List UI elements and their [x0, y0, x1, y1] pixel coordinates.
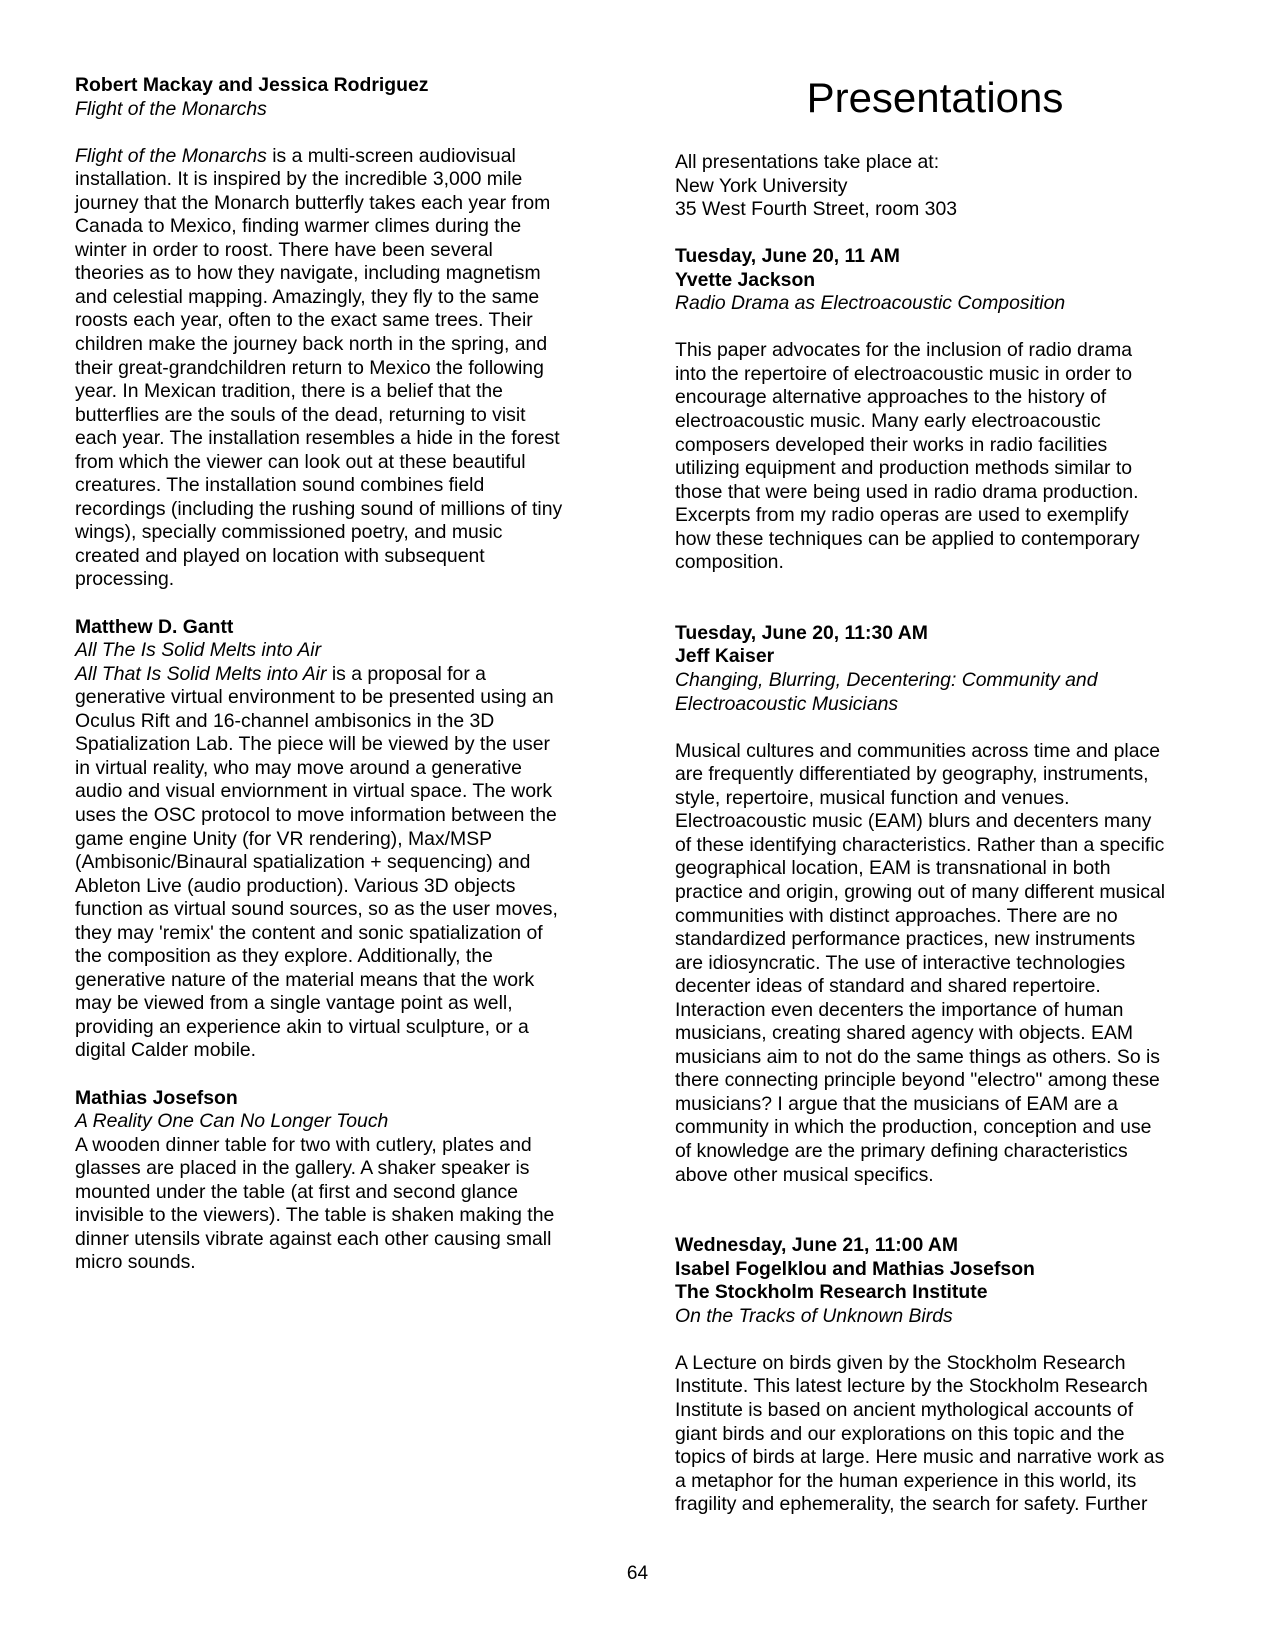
- venue-block: [675, 151, 1215, 222]
- entry-body-line: may be viewed from a single vantage point as well,: [75, 992, 513, 1015]
- session-author: Jeff Kaiser: [675, 645, 775, 668]
- session-body-line: community in which the production, conception and use: [675, 1116, 1152, 1139]
- entry-body-line: created and played on location with subsequent: [75, 544, 485, 567]
- entry-body-line: A wooden dinner table for two with cutlery, plates and: [75, 1133, 532, 1156]
- session-body-line: a metaphor for the human experience in this world, its: [675, 1469, 1137, 1492]
- entry-body-line: function as virtual sound sources, so as the user moves,: [75, 898, 558, 921]
- entry-body-line: their great-grandchildren return to Mexico the following: [75, 356, 544, 379]
- session-body-line: composition.: [675, 551, 784, 574]
- entry-body-line: Canada to Mexico, finding warmer climes during the: [75, 215, 522, 238]
- entry-body-line: game engine Unity (for VR rendering), Max/MSP: [75, 827, 493, 850]
- session-body-line: composers developed their works in radio facilities: [675, 433, 1108, 456]
- session-author: Yvette Jackson: [675, 268, 816, 291]
- inline-work-title: Flight of the Monarchs: [75, 144, 267, 167]
- inline-work-title: All That Is Solid Melts into Air: [75, 662, 327, 685]
- entry-body-line: theories as to how they navigate, including magnetism: [75, 262, 541, 285]
- session-institution: The Stockholm Research Institute: [675, 1281, 988, 1304]
- session-body-line: into the repertoire of electroacoustic music in order to: [675, 362, 1132, 385]
- entry-body-line: Spatialization Lab. The piece will be viewed by the user: [75, 733, 550, 756]
- session-title: Changing, Blurring, Decentering: Community and: [675, 669, 1098, 692]
- session-jackson: [675, 245, 1215, 575]
- session-body-line: musicians, creating shared agency with objects. EAM: [675, 1022, 1134, 1045]
- entry-body-line: Ableton Live (audio production). Various 3D objects: [75, 874, 516, 897]
- entry-body-line: providing an experience akin to virtual sculpture, or a: [75, 1015, 529, 1038]
- right-column: [675, 151, 1215, 1517]
- entry-body-line: wings), specially commissioned poetry, and music: [75, 521, 503, 544]
- entry-body-line: installation. It is inspired by the incredible 3,000 mile: [75, 168, 523, 191]
- entry-author: Matthew D. Gantt: [75, 615, 234, 638]
- entry-body-line: glasses are placed in the gallery. A shaker speaker is: [75, 1157, 530, 1180]
- session-body-line: decenter ideas of standard and shared repertoire.: [675, 975, 1101, 998]
- venue-line: All presentations take place at:: [675, 151, 940, 173]
- session-body-line: Electroacoustic music (EAM) blurs and decenters many: [675, 810, 1152, 833]
- session-body-line: of these identifying characteristics. Rather than a specific: [675, 833, 1165, 856]
- session-body-line: of knowledge are the primary defining characteristics: [675, 1139, 1128, 1162]
- entry-body-line: Flight of the Monarchs is a multi-screen audiovisual: [75, 144, 516, 167]
- session-body-line: are idiosyncratic. The use of interactive technologies: [675, 951, 1126, 974]
- venue-line: 35 West Fourth Street, room 303: [675, 198, 958, 221]
- entry-title: A Reality One Can No Longer Touch: [75, 1110, 389, 1133]
- entry-josefson: [75, 1087, 615, 1275]
- entry-body-line: children make the journey back north in the spring, and: [75, 333, 548, 356]
- entry-body-line: year. In Mexican tradition, there is a belief that the: [75, 380, 503, 403]
- entry-body-line: recordings (including the rushing sound of millions of tiny: [75, 497, 563, 520]
- venue-line: New York University: [675, 174, 848, 197]
- session-body-line: communities with distinct approaches. There are no: [675, 904, 1118, 927]
- entry-body-line: creatures. The installation sound combines field: [75, 474, 485, 497]
- left-column: [75, 74, 615, 1275]
- session-body-line: Musical cultures and communities across time and place: [675, 739, 1160, 762]
- entry-author: Mathias Josefson: [75, 1086, 238, 1109]
- session-title: Electroacoustic Musicians: [675, 692, 899, 715]
- session-body-line: above other musical specifics.: [675, 1163, 934, 1186]
- session-body-line: Interaction even decenters the importance of human: [675, 998, 1124, 1021]
- session-body-line: are frequently differentiated by geography, instruments,: [675, 763, 1149, 786]
- entry-body-line: (Ambisonic/Binaural spatialization + sequencing) and: [75, 851, 531, 874]
- entry-body-line: and celestial mapping. Amazingly, they fly to the same: [75, 285, 540, 308]
- entry-body-line: invisible to the viewers). The table is shaken making the: [75, 1204, 555, 1227]
- session-fogelklou-josefson: [675, 1234, 1215, 1517]
- session-body-line: standardized performance practices, new instruments: [675, 928, 1136, 951]
- session-body-line: Excerpts from my radio operas are used to exemplify: [675, 504, 1129, 527]
- session-time: Wednesday, June 21, 11:00 AM: [675, 1234, 959, 1257]
- entry-gantt: [75, 616, 615, 1063]
- entry-body-line: mounted under the table (at first and second glance: [75, 1180, 519, 1203]
- session-body-line: giant birds and our explorations on this topic and the: [675, 1422, 1125, 1445]
- entry-body-line: journey that the Monarch butterfly takes each year from: [75, 191, 551, 214]
- entry-body-line: each year. The installation resembles a hide in the forest: [75, 427, 560, 450]
- entry-body-line: roosts each year, often to the exact same trees. Their: [75, 309, 533, 332]
- entry-body-line: in virtual reality, who may move around a generative: [75, 756, 522, 779]
- entry-body-line: uses the OSC protocol to move information between the: [75, 803, 557, 826]
- session-time: Tuesday, June 20, 11:30 AM: [675, 621, 928, 644]
- entry-body-line: generative virtual environment to be presented using an: [75, 686, 554, 709]
- entry-authors: Robert Mackay and Jessica Rodriguez: [75, 74, 429, 96]
- entry-body-line: digital Calder mobile.: [75, 1039, 257, 1062]
- session-body-line: encourage alternative approaches to the history of: [675, 386, 1107, 409]
- entry-body-line: processing.: [75, 568, 175, 591]
- session-body-line: musicians aim to not do the same things as others. So is: [675, 1045, 1161, 1068]
- session-body-line: This paper advocates for the inclusion of radio drama: [675, 339, 1133, 362]
- session-body-line: topics of birds at large. Here music and narrative work as: [675, 1446, 1165, 1469]
- entry-body-line: micro sounds.: [75, 1251, 196, 1274]
- session-body-line: A Lecture on birds given by the Stockholm Research: [675, 1351, 1126, 1374]
- entry-body-line: generative nature of the material means that the work: [75, 968, 535, 991]
- entry-body-line: audio and visual enviornment in virtual space. The work: [75, 780, 553, 803]
- entry-body-line: dinner utensils vibrate against each other causing small: [75, 1227, 552, 1250]
- session-body-line: Institute. This latest lecture by the Stockholm Research: [675, 1375, 1148, 1398]
- entry-mackay-rodriguez: [75, 74, 615, 592]
- entry-title: Flight of the Monarchs: [75, 97, 267, 120]
- session-body-line: how these techniques can be applied to contemporary: [675, 527, 1140, 550]
- session-body-line: geographical location, EAM is transnational in both: [675, 857, 1111, 880]
- session-body-line: practice and origin, growing out of many different musical: [675, 880, 1166, 903]
- session-body-line: those that were being used in radio drama production.: [675, 480, 1139, 503]
- session-title: Radio Drama as Electroacoustic Composition: [675, 292, 1066, 315]
- session-body-line: there connecting principle beyond "electro" among these: [675, 1069, 1160, 1092]
- entry-title: All The Is Solid Melts into Air: [75, 639, 322, 662]
- session-body-line: utilizing equipment and production methods similar to: [675, 457, 1133, 480]
- session-title: On the Tracks of Unknown Birds: [675, 1304, 953, 1327]
- session-body-line: electroacoustic music. Many early electroacoustic: [675, 410, 1101, 433]
- entry-body-line: the composition as they explore. Additionally, the: [75, 945, 493, 968]
- session-body-line: style, repertoire, musical function and venues.: [675, 786, 1070, 809]
- session-time: Tuesday, June 20, 11 AM: [675, 245, 900, 268]
- session-body-line: musicians? I argue that the musicians of EAM are a: [675, 1092, 1118, 1115]
- session-kaiser: [675, 622, 1215, 1187]
- entry-body-line: they may 'remix' the content and sonic spatialization of: [75, 921, 543, 944]
- entry-body-line: Oculus Rift and 16-channel ambisonics in the 3D: [75, 709, 495, 732]
- session-body-line: Institute is based on ancient mythological accounts of: [675, 1398, 1134, 1421]
- entry-body-line: butterflies are the souls of the dead, returning to visit: [75, 403, 526, 426]
- entry-body-line: from which the viewer can look out at these beautiful: [75, 450, 526, 473]
- session-authors: Isabel Fogelklou and Mathias Josefson: [675, 1257, 1035, 1280]
- section-heading: Presentations: [806, 74, 1064, 121]
- entry-body-line: winter in order to roost. There have been several: [75, 238, 493, 261]
- page-number: 64: [626, 1563, 649, 1584]
- entry-body-line: All That Is Solid Melts into Air is a proposal for a: [75, 662, 486, 685]
- session-body-line: fragility and ephemerality, the search for safety. Further: [675, 1493, 1148, 1516]
